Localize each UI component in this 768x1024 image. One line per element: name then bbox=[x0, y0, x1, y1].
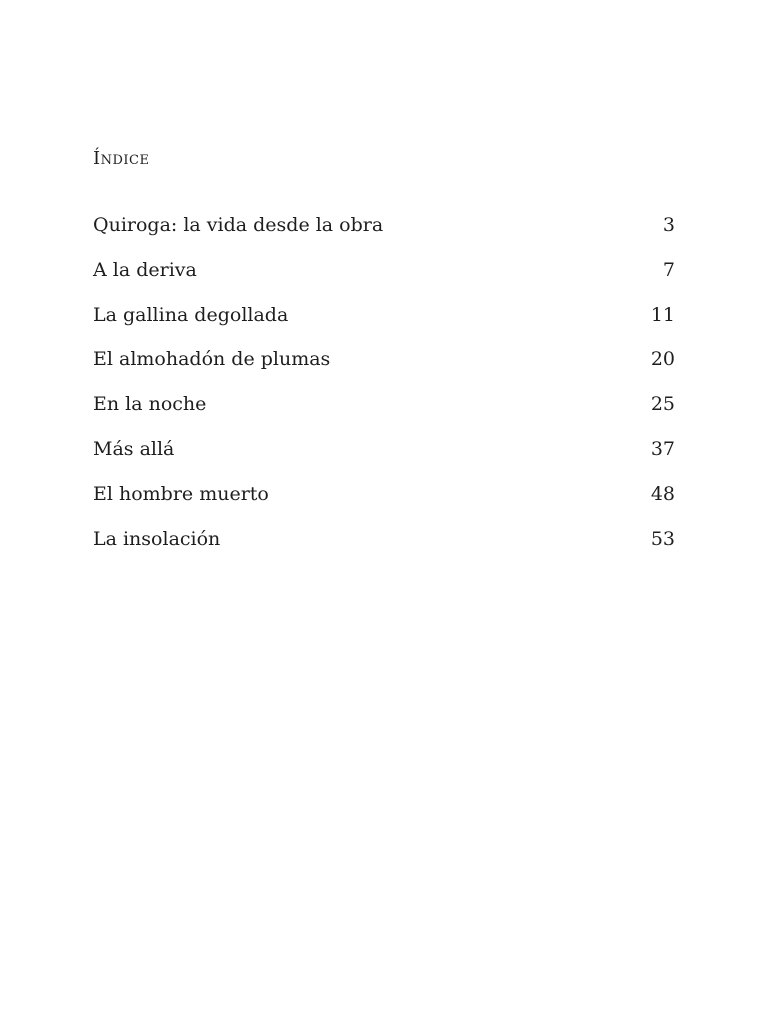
toc-list bbox=[93, 211, 675, 569]
toc-entry-page: 37 bbox=[650, 437, 675, 460]
toc-entry-page: 7 bbox=[662, 258, 675, 281]
toc-entry-title: En la noche bbox=[93, 393, 207, 416]
toc-entry-title: La gallina degollada bbox=[93, 303, 289, 326]
toc-entry-page: 20 bbox=[650, 348, 675, 371]
toc-entry bbox=[93, 345, 675, 390]
toc-entry bbox=[93, 390, 675, 435]
toc-entry-page: 3 bbox=[662, 214, 675, 236]
toc-entry bbox=[93, 301, 675, 346]
toc-entry-page: 53 bbox=[650, 527, 675, 550]
toc-entry bbox=[93, 256, 675, 301]
toc-entry-title: Quiroga: la vida desde la obra bbox=[93, 214, 384, 236]
toc-entry bbox=[93, 480, 675, 525]
toc-entry bbox=[93, 435, 675, 480]
toc-entry-title: La insolación bbox=[93, 527, 221, 550]
toc-entry-page: 48 bbox=[650, 482, 675, 505]
toc-heading: Índice bbox=[93, 148, 150, 169]
toc-entry bbox=[93, 211, 675, 256]
toc-entry-title: Más allá bbox=[93, 437, 175, 460]
toc-entry-page: 11 bbox=[650, 303, 675, 326]
toc-entry bbox=[93, 525, 675, 570]
toc-entry-title: El hombre muerto bbox=[93, 482, 269, 505]
toc-entry-page: 25 bbox=[650, 393, 675, 416]
toc-entry-title: A la deriva bbox=[93, 258, 197, 281]
toc-entry-title: El almohadón de plumas bbox=[93, 348, 331, 371]
